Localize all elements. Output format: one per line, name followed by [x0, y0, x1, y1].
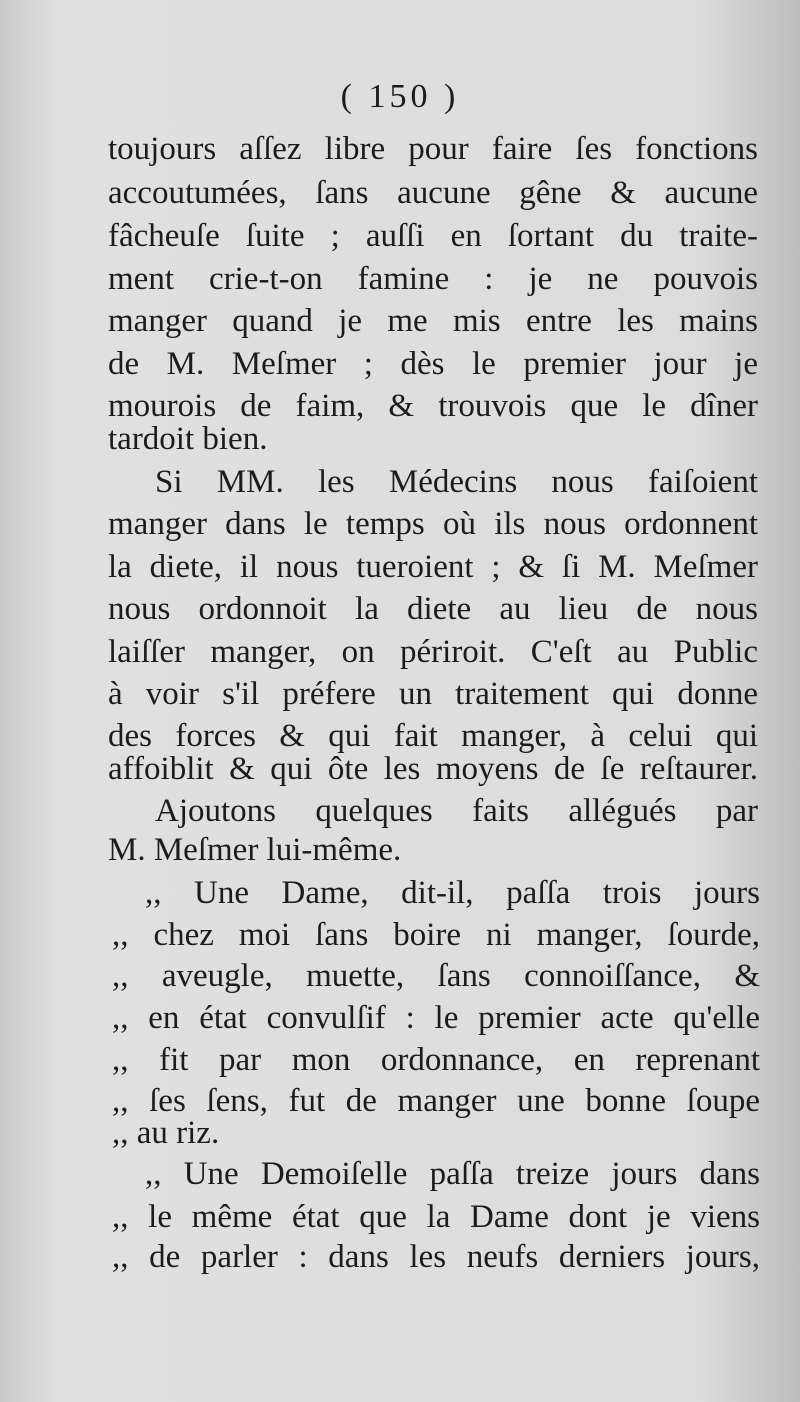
quote-line: ,, le même état que la Dame dont je viens — [112, 1199, 760, 1235]
quote-line: ,, Une Demoiſelle paſſa treize jours dans — [145, 1156, 760, 1192]
quote-line: ,, au riz. — [112, 1115, 220, 1151]
text-line: laiſſer manger, on périroit. C'eſt au Public — [108, 634, 758, 670]
text-line: fâcheuſe ſuite ; auſſi en ſortant du traite- — [108, 218, 758, 254]
text-line: la diete, il nous tueroient ; & ſi M. Meſmer — [108, 549, 758, 585]
quote-line: ,, fit par mon ordonnance, en reprenant — [112, 1042, 760, 1078]
text-line: tardoit bien. — [108, 421, 268, 457]
quote-line: ,, Une Dame, dit-il, paſſa trois jours — [145, 875, 760, 911]
page-number: ( 150 ) — [340, 78, 460, 115]
quote-line: ,, chez moi ſans boire ni manger, ſourde, — [112, 917, 760, 953]
text-line: affoiblit & qui ôte les moyens de ſe reſtaurer. — [108, 751, 758, 787]
quote-line: ,, en état convulſif : le premier acte qu'elle — [112, 1000, 760, 1036]
text-line: à voir s'il préfere un traitement qui donne — [108, 676, 758, 712]
text-line: mourois de faim, & trouvois que le dîner — [108, 388, 758, 424]
text-line: ment crie-t-on famine : je ne pouvois — [108, 261, 758, 297]
text-line: nous ordonnoit la diete au lieu de nous — [108, 591, 758, 627]
text-line: toujours aſſez libre pour faire ſes fonctions — [108, 131, 758, 167]
quote-line: ,, ſes ſens, fut de manger une bonne ſoupe — [112, 1083, 760, 1119]
text-line: des forces & qui fait manger, à celui qui — [108, 718, 758, 754]
quote-line: ,, de parler : dans les neufs derniers jours, — [112, 1239, 760, 1275]
text-line: Si MM. les Médecins nous faiſoient — [155, 464, 758, 500]
text-line: accoutumées, ſans aucune gêne & aucune — [108, 175, 758, 211]
text-line: manger quand je me mis entre les mains — [108, 303, 758, 339]
text-line: manger dans le temps où ils nous ordonnent — [108, 506, 758, 542]
text-line: de M. Meſmer ; dès le premier jour je — [108, 346, 758, 382]
quote-line: ,, aveugle, muette, ſans connoiſſance, & — [112, 958, 760, 994]
text-line: Ajoutons quelques faits allégués par — [155, 793, 758, 829]
text-line: M. Meſmer lui-même. — [108, 832, 402, 868]
